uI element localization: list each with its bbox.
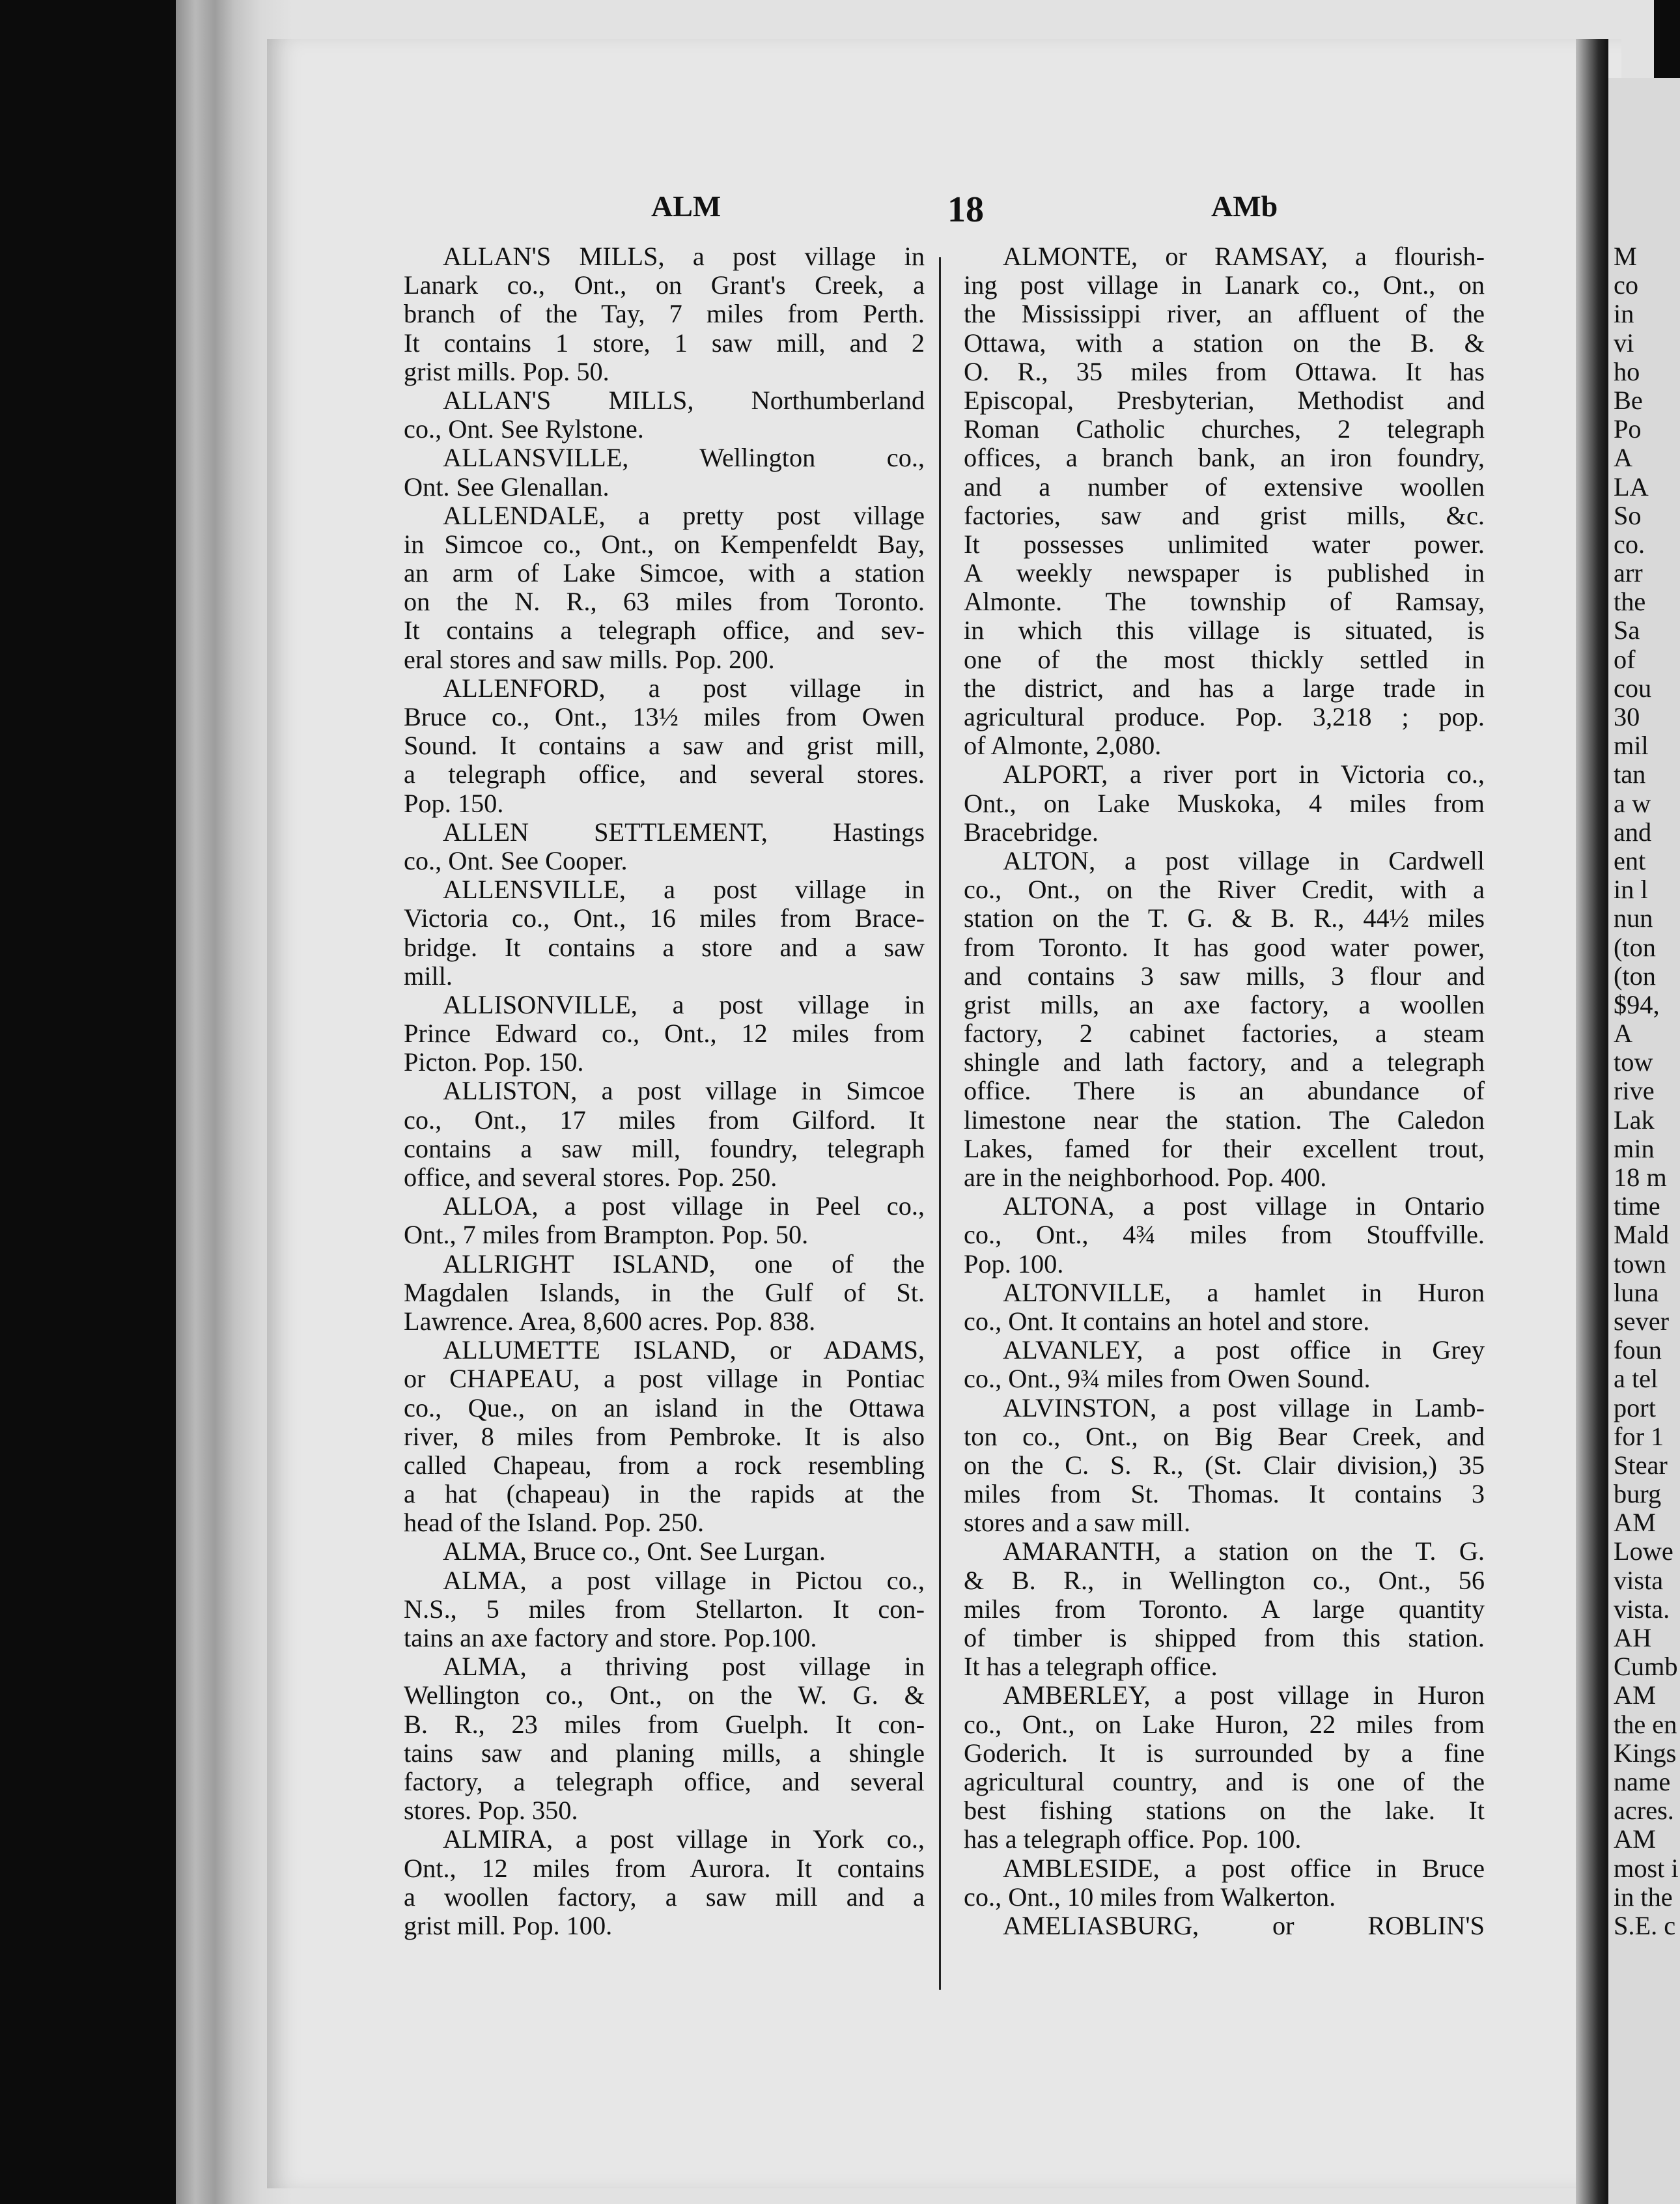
facing-page-line: Be: [1614, 385, 1643, 415]
facing-page-line: A: [1614, 1019, 1633, 1049]
facing-page-line: 30: [1614, 702, 1640, 731]
left-column-line: Pop. 150.: [404, 788, 504, 818]
left-column-line: It contains a telegraph office, and sev-: [404, 615, 925, 645]
right-column-line: ALTONA, a post village in Ontario: [1003, 1191, 1485, 1221]
right-column-line: the Mississippi river, an affluent of the: [964, 299, 1485, 329]
left-column-line: Bruce co., Ont., 13½ miles from Owen: [404, 702, 925, 731]
right-column-line: ALTON, a post village in Cardwell: [1003, 845, 1485, 875]
right-column-line: ALTONVILLE, a hamlet in Huron: [1003, 1277, 1485, 1307]
facing-page-line: in the: [1614, 1882, 1673, 1912]
facing-page-line: most i: [1614, 1853, 1679, 1883]
right-column-line: Episcopal, Presbyterian, Methodist and: [964, 385, 1485, 415]
facing-page-line: vi: [1614, 328, 1634, 358]
right-column-line: Ont., on Lake Muskoka, 4 miles from: [964, 788, 1485, 818]
right-column-line: ALMONTE, or RAMSAY, a flourish-: [1003, 242, 1485, 271]
facing-page-line: AM: [1614, 1680, 1656, 1710]
facing-page-line: co: [1614, 270, 1639, 300]
facing-page-line: for 1: [1614, 1421, 1664, 1451]
right-column-line: co., Ont., 10 miles from Walkerton.: [964, 1882, 1336, 1912]
left-column-line: N.S., 5 miles from Stellarton. It con-: [404, 1594, 925, 1624]
facing-page-line: time: [1614, 1191, 1660, 1221]
facing-page-line: rive: [1614, 1076, 1655, 1106]
right-column-line: agricultural country, and is one of the: [964, 1766, 1485, 1796]
facing-page-line: (ton: [1614, 961, 1656, 991]
right-column-line: ALVANLEY, a post office in Grey: [1003, 1335, 1485, 1365]
right-text-column: [964, 242, 1485, 1940]
facing-page-line: the en: [1614, 1709, 1677, 1739]
right-column-line: office. There is an abundance of: [964, 1076, 1485, 1106]
facing-page-line: of: [1614, 644, 1636, 674]
facing-page-line: mil: [1614, 731, 1649, 761]
left-text-column: [404, 242, 925, 1940]
left-column-line: Lawrence. Area, 8,600 acres. Pop. 838.: [404, 1306, 816, 1336]
right-column-line: has a telegraph office. Pop. 100.: [964, 1824, 1302, 1854]
right-column-line: the district, and has a large trade in: [964, 673, 1485, 703]
right-column-line: & B. R., in Wellington co., Ont., 56: [964, 1565, 1485, 1595]
header-left-guide-word: ALM: [651, 190, 721, 223]
left-column-line: Sound. It contains a saw and grist mill,: [404, 731, 925, 761]
right-column-line: stores and a saw mill.: [964, 1508, 1191, 1538]
right-column-line: co., Ont., 4¾ miles from Stouffville.: [964, 1220, 1485, 1250]
facing-page-line: in: [1614, 299, 1634, 329]
facing-page-line: Lak: [1614, 1105, 1655, 1135]
right-column-line: factories, saw and grist mills, &c.: [964, 500, 1485, 530]
facing-page-line: Cumb: [1614, 1652, 1678, 1682]
right-column-line: Almonte. The township of Ramsay,: [964, 587, 1485, 617]
left-column-line: Wellington co., Ont., on the W. G. &: [404, 1680, 925, 1710]
right-column-line: Roman Catholic churches, 2 telegraph: [964, 414, 1485, 444]
left-column-line: ALMA, a thriving post village in: [443, 1652, 925, 1682]
facing-page-line: Sa: [1614, 615, 1640, 645]
left-column-line: Prince Edward co., Ont., 12 miles from: [404, 1019, 925, 1049]
right-column-line: ALVINSTON, a post village in Lamb-: [1003, 1392, 1485, 1422]
facing-page-line: acres.: [1614, 1796, 1674, 1826]
right-column-line: best fishing stations on the lake. It: [964, 1796, 1485, 1826]
right-column-line: Pop. 100.: [964, 1249, 1064, 1279]
right-column-line: miles from Toronto. A large quantity: [964, 1594, 1485, 1624]
left-column-line: branch of the Tay, 7 miles from Perth.: [404, 299, 925, 329]
facing-page-line: sever: [1614, 1306, 1670, 1336]
right-column-line: limestone near the station. The Caledon: [964, 1105, 1485, 1135]
right-column-line: in which this village is situated, is: [964, 615, 1485, 645]
page-number: 18: [947, 190, 984, 230]
left-column-line: ALLISONVILLE, a post village in: [443, 989, 925, 1019]
facing-page-line: M: [1614, 242, 1637, 271]
left-column-line: or CHAPEAU, a post village in Pontiac: [404, 1364, 925, 1394]
left-column-line: ALLENFORD, a post village in: [443, 673, 925, 703]
right-column-line: co., Ont., on the River Credit, with a: [964, 875, 1485, 905]
facing-page-line: A: [1614, 443, 1633, 473]
right-column-line: Bracebridge.: [964, 817, 1099, 847]
right-column-line: It possesses unlimited water power.: [964, 529, 1485, 559]
left-column-line: ALMA, Bruce co., Ont. See Lurgan.: [443, 1536, 826, 1566]
right-column-line: Goderich. It is surrounded by a fine: [964, 1738, 1485, 1768]
column-divider: [939, 257, 941, 1990]
left-column-line: river, 8 miles from Pembroke. It is also: [404, 1421, 925, 1451]
right-column-line: from Toronto. It has good water power,: [964, 932, 1485, 962]
left-column-line: office, and several stores. Pop. 250.: [404, 1163, 777, 1192]
right-column-line: offices, a branch bank, an iron foundry,: [964, 443, 1485, 473]
left-column-line: co., Que., on an island in the Ottawa: [404, 1392, 925, 1422]
facing-page-line: tan: [1614, 759, 1646, 789]
facing-page-line: town: [1614, 1249, 1666, 1279]
left-column-line: mill.: [404, 961, 453, 991]
right-column-line: shingle and lath factory, and a telegraph: [964, 1047, 1485, 1077]
facing-page-line: and: [1614, 817, 1652, 847]
facing-page-line: 18 m: [1614, 1163, 1667, 1192]
left-column-line: ALMA, a post village in Pictou co.,: [443, 1565, 925, 1595]
left-column-line: ALLRIGHT ISLAND, one of the: [443, 1249, 925, 1279]
left-column-line: called Chapeau, from a rock resembling: [404, 1450, 925, 1480]
facing-page-line: So: [1614, 500, 1642, 530]
left-column-line: ALLEN SETTLEMENT, Hastings: [443, 817, 925, 847]
book-gutter: [1576, 39, 1608, 2204]
left-column-line: B. R., 23 miles from Guelph. It con-: [404, 1709, 925, 1739]
left-column-line: a woollen factory, a saw mill and a: [404, 1882, 925, 1912]
right-column-line: and contains 3 saw mills, 3 flour and: [964, 961, 1485, 991]
right-column-line: ton co., Ont., on Big Bear Creek, and: [964, 1421, 1485, 1451]
facing-page-line: a w: [1614, 788, 1651, 818]
left-column-line: Ont. See Glenallan.: [404, 472, 609, 502]
facing-page-line: AH: [1614, 1623, 1652, 1652]
left-column-line: stores. Pop. 350.: [404, 1796, 578, 1826]
facing-page-line: name: [1614, 1766, 1671, 1796]
right-column-line: factory, 2 cabinet factories, a steam: [964, 1019, 1485, 1049]
facing-page-text-fragment: [1614, 242, 1680, 1940]
right-column-line: ALPORT, a river port in Victoria co.,: [1003, 759, 1485, 789]
facing-page-line: luna: [1614, 1277, 1659, 1307]
right-column-line: one of the most thickly settled in: [964, 644, 1485, 674]
right-column-line: AMELIASBURG, or ROBLIN'S: [1003, 1910, 1485, 1940]
left-column-line: factory, a telegraph office, and several: [404, 1766, 925, 1796]
left-column-line: a hat (chapeau) in the rapids at the: [404, 1479, 925, 1509]
facing-page-line: (ton: [1614, 932, 1656, 962]
right-column-line: A weekly newspaper is published in: [964, 558, 1485, 588]
right-column-line: are in the neighborhood. Pop. 400.: [964, 1163, 1327, 1192]
facing-page-line: vista.: [1614, 1594, 1670, 1624]
left-column-line: grist mill. Pop. 100.: [404, 1910, 613, 1940]
left-column-line: in Simcoe co., Ont., on Kempenfeldt Bay,: [404, 529, 925, 559]
right-column-line: co., Ont. It contains an hotel and store.: [964, 1306, 1370, 1336]
right-column-line: and a number of extensive woollen: [964, 472, 1485, 502]
left-column-line: ALLUMETTE ISLAND, or ADAMS,: [443, 1335, 925, 1365]
facing-page-line: AM: [1614, 1824, 1656, 1854]
facing-page-line: vista: [1614, 1565, 1664, 1595]
left-column-line: ALLENSVILLE, a post village in: [443, 875, 925, 905]
right-column-line: It has a telegraph office.: [964, 1652, 1218, 1682]
facing-page-line: port: [1614, 1392, 1656, 1422]
facing-page-line: burg: [1614, 1479, 1662, 1509]
left-column-line: co., Ont. See Cooper.: [404, 845, 628, 875]
left-column-line: an arm of Lake Simcoe, with a station: [404, 558, 925, 588]
facing-page-line: Kings: [1614, 1738, 1677, 1768]
facing-page-line: nun: [1614, 903, 1653, 933]
left-column-line: eral stores and saw mills. Pop. 200.: [404, 644, 775, 674]
facing-page-line: LA: [1614, 472, 1649, 502]
right-column-line: Ottawa, with a station on the B. &: [964, 328, 1485, 358]
facing-page-line: in l: [1614, 875, 1648, 905]
header-right-guide-word: AMb: [1211, 190, 1278, 223]
left-column-line: grist mills. Pop. 50.: [404, 356, 609, 386]
facing-page-line: Mald: [1614, 1220, 1670, 1250]
left-column-line: ALLAN'S MILLS, Northumberland: [443, 385, 925, 415]
left-column-line: Picton. Pop. 150.: [404, 1047, 584, 1077]
facing-page-line: tow: [1614, 1047, 1653, 1077]
right-column-line: O. R., 35 miles from Ottawa. It has: [964, 356, 1485, 386]
left-column-line: tains saw and planing mills, a shingle: [404, 1738, 925, 1768]
left-column-line: on the N. R., 63 miles from Toronto.: [404, 587, 925, 617]
facing-page-line: S.E. c: [1614, 1910, 1676, 1940]
left-column-line: ALLANSVILLE, Wellington co.,: [443, 443, 925, 473]
facing-page-line: Po: [1614, 414, 1642, 444]
left-column-line: a telegraph office, and several stores.: [404, 759, 925, 789]
facing-page-line: ent: [1614, 845, 1646, 875]
left-column-line: ALLENDALE, a pretty post village: [443, 500, 925, 530]
left-column-line: tains an axe factory and store. Pop.100.: [404, 1623, 817, 1652]
facing-page-line: Stear: [1614, 1450, 1668, 1480]
left-column-line: ALLOA, a post village in Peel co.,: [443, 1191, 925, 1221]
right-column-line: ing post village in Lanark co., Ont., on: [964, 270, 1485, 300]
facing-page-line: cou: [1614, 673, 1652, 703]
right-column-line: miles from St. Thomas. It contains 3: [964, 1479, 1485, 1509]
right-column-line: AMBERLEY, a post village in Huron: [1003, 1680, 1485, 1710]
facing-page-line: foun: [1614, 1335, 1662, 1365]
facing-page-line: AM: [1614, 1508, 1656, 1538]
facing-page-line: min: [1614, 1133, 1655, 1163]
left-column-line: co., Ont. See Rylstone.: [404, 414, 644, 444]
facing-page-line: Lowe: [1614, 1536, 1673, 1566]
left-column-line: head of the Island. Pop. 250.: [404, 1508, 705, 1538]
right-column-line: AMBLESIDE, a post office in Bruce: [1003, 1853, 1485, 1883]
right-column-line: of timber is shipped from this station.: [964, 1623, 1485, 1652]
right-column-line: station on the T. G. & B. R., 44½ miles: [964, 903, 1485, 933]
facing-page-line: co.: [1614, 529, 1645, 559]
running-header: [651, 189, 1302, 228]
left-column-line: Magdalen Islands, in the Gulf of St.: [404, 1277, 925, 1307]
left-column-line: It contains 1 store, 1 saw mill, and 2: [404, 328, 925, 358]
left-column-line: ALLAN'S MILLS, a post village in: [443, 242, 925, 271]
right-column-line: agricultural produce. Pop. 3,218 ; pop.: [964, 702, 1485, 731]
left-column-line: Ont., 12 miles from Aurora. It contains: [404, 1853, 925, 1883]
right-column-line: of Almonte, 2,080.: [964, 731, 1162, 761]
left-column-line: co., Ont., 17 miles from Gilford. It: [404, 1105, 925, 1135]
right-column-line: Lakes, famed for their excellent trout,: [964, 1133, 1485, 1163]
facing-page-line: a tel: [1614, 1364, 1659, 1394]
left-column-line: ALMIRA, a post village in York co.,: [443, 1824, 925, 1854]
left-column-line: Lanark co., Ont., on Grant's Creek, a: [404, 270, 925, 300]
right-column-line: grist mills, an axe factory, a woollen: [964, 989, 1485, 1019]
facing-page-line: arr: [1614, 558, 1643, 588]
right-column-line: AMARANTH, a station on the T. G.: [1003, 1536, 1485, 1566]
right-column-line: on the C. S. R., (St. Clair division,) 35: [964, 1450, 1485, 1480]
facing-page-line: $94,: [1614, 989, 1660, 1019]
left-column-line: contains a saw mill, foundry, telegraph: [404, 1133, 925, 1163]
left-column-line: ALLISTON, a post village in Simcoe: [443, 1076, 925, 1106]
facing-page-line: ho: [1614, 356, 1640, 386]
right-column-line: co., Ont., on Lake Huron, 22 miles from: [964, 1709, 1485, 1739]
left-column-line: bridge. It contains a store and a saw: [404, 932, 925, 962]
left-column-line: Victoria co., Ont., 16 miles from Brace-: [404, 903, 925, 933]
right-column-line: co., Ont., 9¾ miles from Owen Sound.: [964, 1364, 1371, 1394]
left-column-line: Ont., 7 miles from Brampton. Pop. 50.: [404, 1220, 809, 1250]
facing-page-line: the: [1614, 587, 1646, 617]
